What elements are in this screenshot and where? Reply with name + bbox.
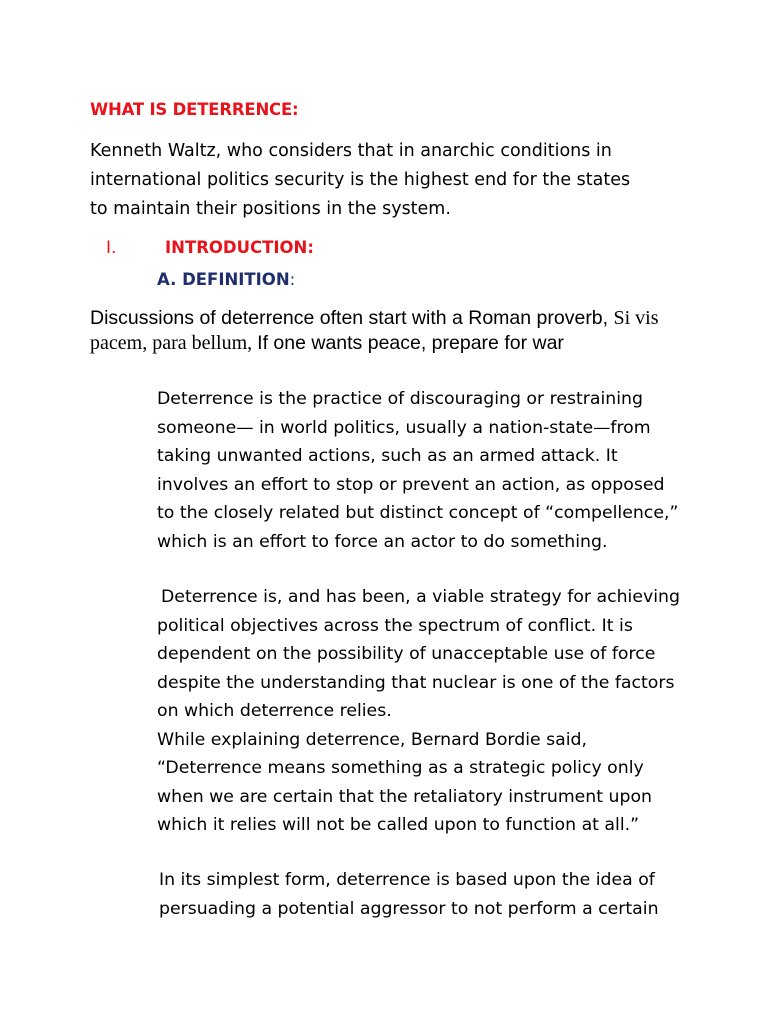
bordie-quote: While explaining deterrence, Bernard Bordie said, “Deterrence means something as a strategic policy only when we are certain that the retaliatory instrument upon which it relies will not be called upon to function at all.” (157, 729, 652, 835)
strategy-paragraph (157, 583, 687, 840)
proverb-paragraph (90, 306, 710, 356)
proverb-latin: Si vis pacem, para bellum, (90, 307, 659, 354)
subsection-heading (157, 270, 295, 289)
intro-paragraph: Kenneth Waltz, who considers that in anarchic conditions in international politics security is the highest end for the states to maintain their positions in the system. (90, 141, 631, 219)
proverb-lead: Discussions of deterrence often start with a Roman proverb, (90, 307, 614, 329)
definition-paragraph: Deterrence is the practice of discouraging or restraining someone— in world politics, usually a nation-state—from taking unwanted actions, such as an armed attack. It involves an effort to stop or prevent an action, as opposed to the closely related but distinct concept of “compellence,” which is an effort to force an actor to do something. (157, 389, 679, 552)
simplest-form-paragraph: In its simplest form, deterrence is based upon the idea of persuading a potential aggressor to not perform a certain (159, 870, 659, 919)
section-numeral: I. (106, 238, 117, 258)
strategy-text: Deterrence is, and has been, a viable strategy for achieving political objectives across the spectrum of conflict. It is dependent on the possibility of unacceptable use of force despite the understanding that nuclear is one of the factors on which deterrence relies. (157, 587, 680, 721)
section-title: INTRODUCTION: (165, 238, 314, 257)
subsection-label: A. DEFINITION (157, 270, 290, 289)
document-heading: WHAT IS DETERRENCE: (90, 100, 299, 119)
proverb-translation: If one wants peace, prepare for war (257, 332, 564, 354)
subsection-suffix: : (289, 270, 296, 289)
